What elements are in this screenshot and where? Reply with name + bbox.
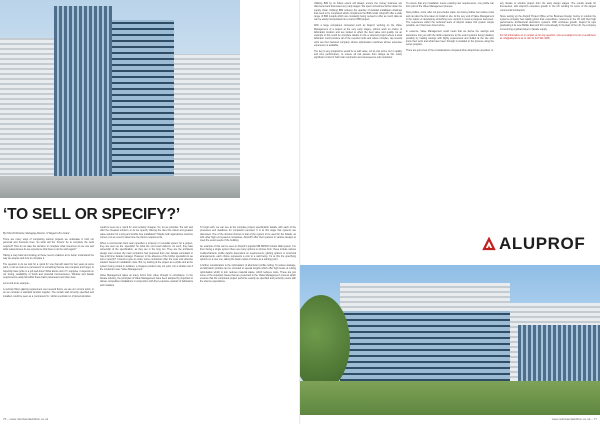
paragraph: In essence, Value Management could mean that we derive the savings and assurance into you with the skills experience to the exact systems being installed, possibly by making savings with highly experienced and skilled at the site who know their work and what have been through is installed to the process using the series program. — [406, 30, 494, 47]
paragraph: When a commercial client team specifies a property or remedial system for a project, they are seen as the ‘specialist’ for what the end result delivers. As such, they take ownership of the specification, as they are in the long run. They are the architects design team unless the main contractor has proposed their own facade consultant or has a full time facade manager. However, in the absence of the further specialist do we sell or specify? I intend to give an order, some contractors offer the most cost effective solution based on installation costs. But, by looking at the project as a whole and at the system being costed in isolation, a cheaper product may not exist, but a similar cost if the contractor uses ‘Value Management’. — [100, 241, 193, 271]
right-col-2 — [406, 2, 494, 55]
paragraph: Taking a step back and looking at these recent enablers at its better understand the way we acquire and how to complete it. — [3, 253, 94, 261]
paragraph: With a large companies compared such as Aluprof, working on the Value Management of a project at the very early stages, upfront work on choice of fabrication location and are looked to effect the best value and quality. As an example of this could be complete details on the a selected project where a local fabricator could produce all of the required units and where complex, tap several units are then factored company whose optimisation machines whose extensive experience is available. — [314, 24, 402, 47]
page-footer-right: www.refurbandaddition.co.uk – 77 — [551, 417, 597, 421]
right-page — [300, 0, 600, 424]
commercial-building-photo — [300, 265, 600, 415]
left-col-1 — [3, 232, 94, 301]
photo-building-left — [0, 38, 54, 198]
article-headline: ‘TO SELL OR SPECIFY?’ — [3, 206, 180, 223]
paragraph: New profiles, costs, after not just a better value, but many profiles can reduce costs and can also the time taken to install on site. At the very end of Value Management is the nature of developing something new: aurprof is need a progress document. The experience within the technical team of Aluprof makes this system simple possible, as it has been done before. — [406, 11, 494, 28]
photo-street — [0, 176, 240, 198]
photo-glass-tower — [54, 6, 112, 198]
paragraph: Value Management takes as many forms from value through to compliance. In the facade industry, the principles of Value Management have been adopted by important to deliver competitive installations in conjunction with their extensive network of fabricators and installers. — [100, 273, 193, 287]
photo-wing-glazing — [518, 325, 600, 381]
paragraph: A further consideration is the optimisation of aluminium profile cutting. To reduce wastage, as fabrication profiles can be extruded to special lengths which offer high levels of cutting optimisation which in turn reduces material waste, which reduces costs. These are just some of the important issues that are presented in the ‘Value Management’ process which ensures that the completed project performs exactly as specified and perfectly meets with the clients expectations. — [200, 264, 296, 284]
right-col-3 — [500, 2, 596, 43]
paragraph: To ensure that any installation meets exacting site requirements, one profile can form part of the Value Management process. — [406, 2, 494, 9]
contact-info: For full information on or contact us for any question, visit us at aluprof.co.uk or email them at: info@aluprof.co.uk or call: 01 617 941 4005 — [500, 33, 596, 40]
left-col-2 — [100, 226, 193, 290]
paragraph: could be seen as a ‘quick fix’ and certainly cheaper. So, do we prioritise ‘the sell’ and offer the cheapest solution, or do we ‘specify’ offering the client the robust and greatest value solution for a long and trouble free installation? Maybe both approaches could be correct, but we need to determine the client’s requirements. — [100, 226, 193, 239]
aluprof-logo-text: ALUPROF — [499, 234, 586, 253]
paragraph: Since setting up the Aluprof Project Office at the Business Design Centre in London the systems company has rapidly grown their expenditure: reference in the UK with their high performance architectural aluminium systems. With continues growth, Aluprof its tops graduating it its new Middle East and firm roots already in the East of the UK, the company is becoming a global player in facade supply. — [500, 14, 596, 31]
paragraph: Utilising BIM by its fullest extent will always ensure the money business are discovered and discussed very early stages. We spent sometimes further down the supply chain. Utilising BIM reduces the quantity of detailed installation drawings that need to be completed which compliment the BIM model. Aluprof® offer a wide range of BIM models which are constantly being revised to offer as much data as can be easily incorporated into a current BIM project. — [314, 2, 402, 22]
aluprof-logo — [482, 234, 585, 254]
paragraph: There are just a few of the considerations compared when Aluprof are specified. In — [406, 49, 494, 53]
article-byline: By Holcroft Winslow, Managing Director, IV Regent UK Limited — [3, 232, 70, 235]
right-col-1 — [314, 2, 402, 62]
photo-lawn — [300, 381, 600, 415]
paragraph: A vertical ribbon glazing requirement over several floors, we are our current stock, or do we consider a standard window supplier. The curtain wall correctly specified and installed, could be seen as a ‘permanent fix’, whilst a vertical run of joined windows — [3, 288, 94, 298]
photo-glass-band — [340, 311, 510, 381]
paragraph: Let’s look at an example... — [3, 282, 31, 286]
paragraph: The key to any programme would be to add value, not at cost terms, but in quality and time performance, to ensure all risk passes from delays as this costly significant costs for both main contractor and consequence sub-contractor. — [314, 49, 402, 60]
photo-glass-facade — [112, 20, 174, 198]
page-footer-left: 76 – www.refurbandaddition.co.uk — [3, 417, 49, 421]
paragraph: An example of this can be seen in Aluprof’s popular MB-SR50N Curtain Wall system. For them being a single system there are many options to choose from; these include various mullion/transom profile depths dependent on requirements, glazing options or structural arrangements, each choice represents a cost to a wall being. It’s at this the specifying options on a new one, taking the basic model of choice as a starting point. — [200, 245, 296, 262]
paragraph: any facade or window project from the early design stages. The results speak for themselves, with Aluprof’s extensive growth in the UK working for some of the largest commercial contractors. — [500, 2, 596, 12]
top-right-text-col — [244, 0, 298, 6]
paragraph: To begin with, we can see at the complete project specification details, with each of the processes and deadlines for completion itemised. It is at this stage that systems are discussed. One of the obvious choices is that of the system to be used for the facade, as with other high end systems companies, Aluprof® offer their systems in various designs to meet the exact needs of the building. — [200, 226, 296, 242]
office-building-photo — [0, 0, 240, 198]
aluprof-logo-mark-icon — [482, 237, 496, 251]
paragraph: There are many ways of completing various projects we undertake in both our personal and business lives. So what will the ‘drivers’ be to complete the work required? How do we take the decision to complete what resources do we use and what reassurances do we experience that have to do the work again? — [3, 238, 94, 251]
paragraph: The question is do we look for a ‘quick fix’ one that will stand for two years at some point, or do we look at a ‘permanent’ to something that we can complete and forget; or hopefully have pride in a job well done! What about cost in? I suppose, it depends on our timing, availability of funds and potential inconvenience. Window and facade requirements easily fall within these basic parameters and often less. — [3, 263, 94, 280]
left-col-3 — [200, 226, 296, 286]
